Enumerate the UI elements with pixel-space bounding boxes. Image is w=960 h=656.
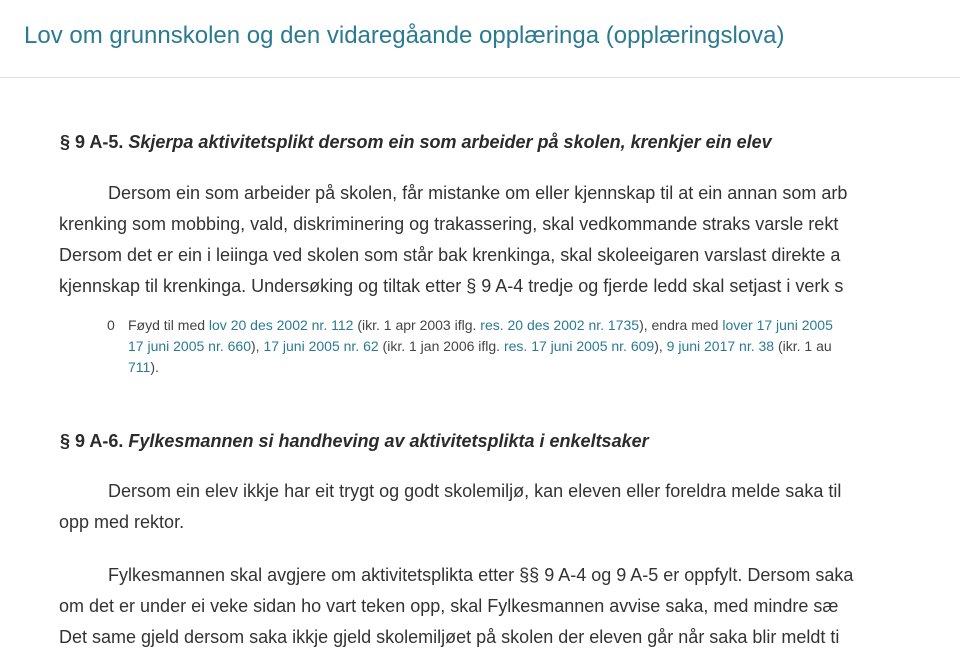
section-paragraph	[59, 560, 960, 653]
paragraph-line: Dersom ein som arbeider på skolen, får mistanke om eller kjennskap til at ein annan som arb	[108, 183, 848, 203]
paragraph-line: kjennskap til krenkinga. Undersøking og tiltak etter § 9 A-4 tredje og fjerde ledd skal setjast i verk s	[59, 276, 844, 296]
law-title: Lov om grunnskolen og den vidaregåande opplæringa (opplæringslova)	[24, 22, 785, 49]
paragraph-line: Det same gjeld dersom saka ikkje gjeld skolemiljøet på skolen der eleven går når saka blir meldt ti	[59, 627, 840, 647]
page-header	[0, 0, 960, 78]
paragraph-line: om det er under ei veke sidan ho vart teken opp, skal Fylkesmannen avvise saka, med mindre sæ	[59, 596, 839, 616]
paragraph-line: Dersom det er ein i leiinga ved skolen som står bak krenkinga, skal skoleeigaren varslast direkte a	[59, 245, 841, 265]
paragraph-line: opp med rektor.	[59, 512, 185, 532]
amendment-note	[107, 315, 960, 378]
note-text: ),	[251, 338, 264, 354]
note-text: (ikr. 1 apr 2003 iflg.	[353, 317, 481, 333]
paragraph-line: Fylkesmannen skal avgjere om aktivitetsplikta etter §§ 9 A-4 og 9 A-5 er oppfylt. Dersom saka	[108, 565, 854, 585]
note-number: 0	[107, 317, 115, 333]
law-link[interactable]: lover 17 juni 2005	[722, 317, 833, 333]
section-number: § 9 A-5.	[60, 132, 124, 152]
note-text: Føyd til med	[128, 317, 209, 333]
resolution-link[interactable]: res. 17 juni 2005 nr. 609	[503, 338, 655, 354]
note-line	[107, 336, 960, 357]
note-text: (ikr. 1 jan 2006 iflg.	[378, 338, 504, 354]
paragraph-line: krenking som mobbing, vald, diskriminering og trakassering, skal vedkommande straks varsle rekt	[59, 214, 839, 234]
note-text: ), endra med	[639, 317, 723, 333]
law-link[interactable]: 9 juni 2017 nr. 38	[666, 338, 775, 354]
note-text: ),	[654, 338, 667, 354]
note-text: ).	[150, 359, 159, 375]
section-paragraph	[59, 178, 960, 302]
note-line	[107, 357, 960, 378]
section-title: Fylkesmannen si handheving av aktivitetsplikta i enkeltsaker	[128, 431, 649, 451]
section-number: § 9 A-6.	[60, 431, 124, 451]
paragraph-line: Dersom ein elev ikkje har eit trygt og godt skolemiljø, kan eleven eller foreldra melde saka til	[108, 481, 842, 501]
law-link[interactable]: 17 juni 2005 nr. 62	[263, 338, 379, 354]
law-link[interactable]: 17 juni 2005 nr. 660	[128, 338, 251, 354]
resolution-link[interactable]: res. 20 des 2002 nr. 1735	[480, 317, 640, 333]
law-link[interactable]: lov 20 des 2002 nr. 112	[208, 317, 354, 333]
section-heading-9a6	[60, 431, 649, 452]
resolution-link[interactable]: 711	[128, 359, 151, 375]
note-line	[107, 315, 960, 336]
section-heading-9a5	[60, 132, 772, 153]
note-text: (ikr. 1 au	[774, 338, 832, 354]
section-title: Skjerpa aktivitetsplikt dersom ein som arbeider på skolen, krenkjer ein elev	[128, 132, 772, 152]
section-paragraph	[59, 476, 960, 538]
